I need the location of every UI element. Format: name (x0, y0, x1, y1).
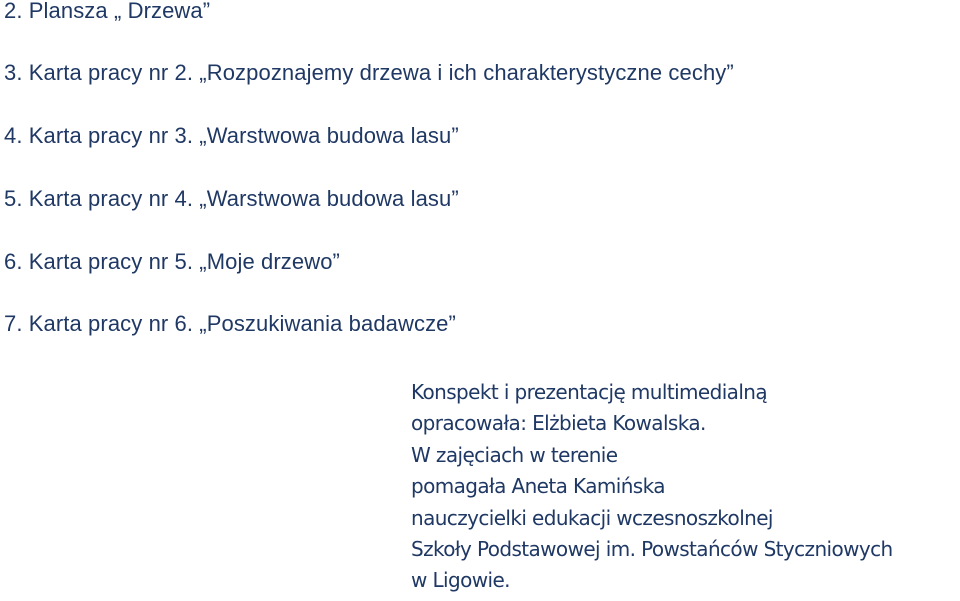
list-item: 4. Karta pracy nr 3. „Warstwowa budowa lasu” (4, 123, 459, 148)
list-item: 7. Karta pracy nr 6. „Poszukiwania badawcze” (4, 311, 456, 336)
list-item: 6. Karta pracy nr 5. „Moje drzewo” (4, 249, 340, 274)
credits-block (411, 377, 959, 597)
credits-line: Konspekt i prezentację multimedialną (411, 380, 768, 404)
credits-line: nauczycielki edukacji wczesnoszkolnej (411, 505, 773, 530)
credits-line: w Ligowie. (411, 568, 510, 593)
list-item: 3. Karta pracy nr 2. „Rozpoznajemy drzewa i ich charakterystyczne cechy” (4, 60, 734, 85)
credits-line: opracowała: Elżbieta Kowalska. (411, 411, 706, 436)
list-item: 2. Plansza „ Drzewa” (4, 0, 211, 23)
list-item: 5. Karta pracy nr 4. „Warstwowa budowa lasu” (4, 186, 459, 211)
credits-line: W zajęciach w terenie (411, 442, 618, 467)
credits-line: pomagała Aneta Kamińska (411, 474, 665, 499)
credits-line: Szkoły Podstawowej im. Powstańców Styczniowych (411, 537, 893, 562)
